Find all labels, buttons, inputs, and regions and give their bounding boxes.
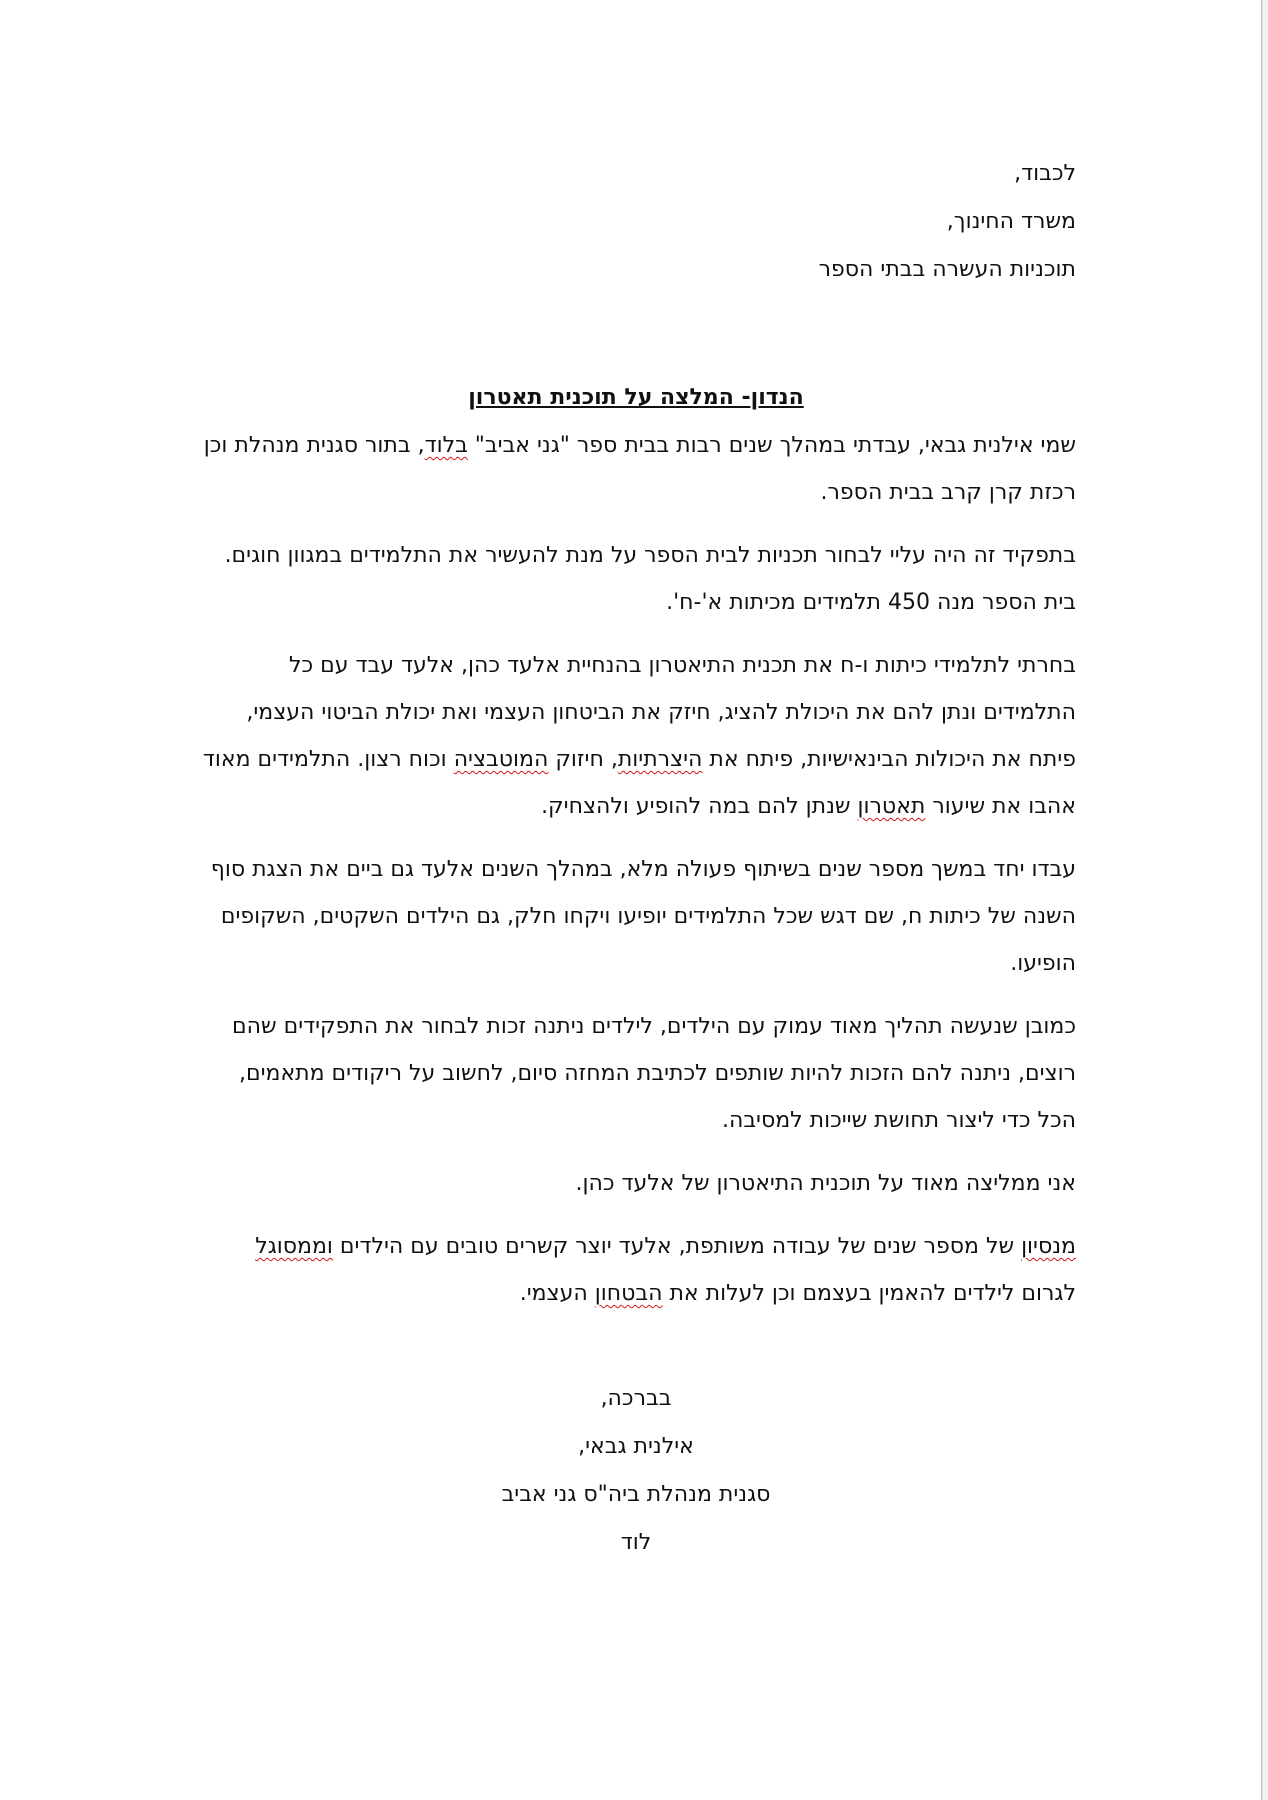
paragraph-process: כמובן שנעשה תהליך מאוד עמוק עם הילדים, לילדים ניתנה זכות לבחור את התפקידים שהם רוצים, ניתנה להם הזכות להיות שותפים לכתיבת המחזה סיום, לחשוב על ריקודים מתאמים, הכל כדי ליצור תחושת שייכות למסיבה. [232,1014,1076,1133]
page-edge [1262,0,1268,1800]
signature-block [196,1375,1076,1567]
misspelled-word[interactable]: בלוד [424,433,468,458]
signature-city: לוד [620,1530,652,1555]
text-run: העצמי. [519,1281,595,1306]
paragraph-cooperation: עבדו יחד במשך מספר שנים בשיתוף פעולה מלא, במהלך השנים אלעד גם ביים את הצגת סוף השנה של כיתות ח, שם דגש שכל התלמידים יופיעו ויקחו חלק, גם הילדים השקטים, השקופים הופיעו. [210,857,1076,976]
signature-closing: בברכה, [600,1386,672,1411]
misspelled-word[interactable]: וממסוגל [255,1234,333,1259]
text-run: שנתן להם במה להופיע ולהצחיק. [541,794,858,819]
document-body [196,150,1076,1567]
misspelled-word[interactable]: הבטחון [594,1281,663,1306]
signature-name: אילנית גבאי, [578,1434,694,1459]
text-run: שמי אילנית גבאי, עבדתי במהלך שנים רבות בבית ספר "גני אביב" [467,433,1076,458]
text-run: של מספר שנים של עבודה משותפת, אלעד יוצר קשרים טובים עם הילדים [332,1234,1022,1259]
paragraph-intro [196,422,1076,516]
recipient-line-2: משרד החינוך, [946,209,1076,234]
paragraph-program [196,642,1076,830]
recipient-block [196,150,1076,294]
paragraph-role: בתפקיד זה היה עליי לבחור תכניות לבית הספר על מנת להעשיר את התלמידים במגוון חוגים. בית הספר מנה 450 תלמידים מכיתות א'-ח'. [224,543,1076,615]
paragraph-experience [196,1223,1076,1317]
paragraph-recommendation: אני ממליצה מאוד על תוכנית התיאטרון של אלעד כהן. [575,1171,1076,1196]
recipient-line-1: לכבוד, [1014,161,1076,186]
misspelled-word[interactable]: המוטבציה [453,747,549,772]
text-run: , חיזוק [548,747,618,772]
text-run: וכוח רצון. התלמידים מאוד אהבו את שיעור [202,747,1076,819]
signature-role: סגנית מנהלת ביה"ס גני אביב [501,1482,771,1507]
misspelled-word[interactable]: היצרתיות [617,747,703,772]
recipient-line-3: תוכניות העשרה בבתי הספר [818,257,1076,282]
text-run: בחרתי לתלמידי כיתות ו-ח את תכנית התיאטרון בהנחיית אלעד כהן, אלעד עבד עם כל התלמידים ונתן להם את היכולת להציג, חיזק את הביטחון העצמי ואת יכולת הביטוי העצמי, פיתח את היכולות הבינאישיות, פיתח את [246,653,1076,772]
subject-heading: הנדון- המלצה על תוכנית תאטרון [468,385,804,410]
text-run: לגרום לילדים להאמין בעצמם וכן לעלות את [662,1281,1076,1306]
text-run: , בתור סגנית מנהלת וכן רכזת קרן קרב בבית הספר. [203,433,1076,505]
misspelled-word[interactable]: תאטרון [857,794,926,819]
misspelled-word[interactable]: מנסיון [1021,1234,1076,1259]
